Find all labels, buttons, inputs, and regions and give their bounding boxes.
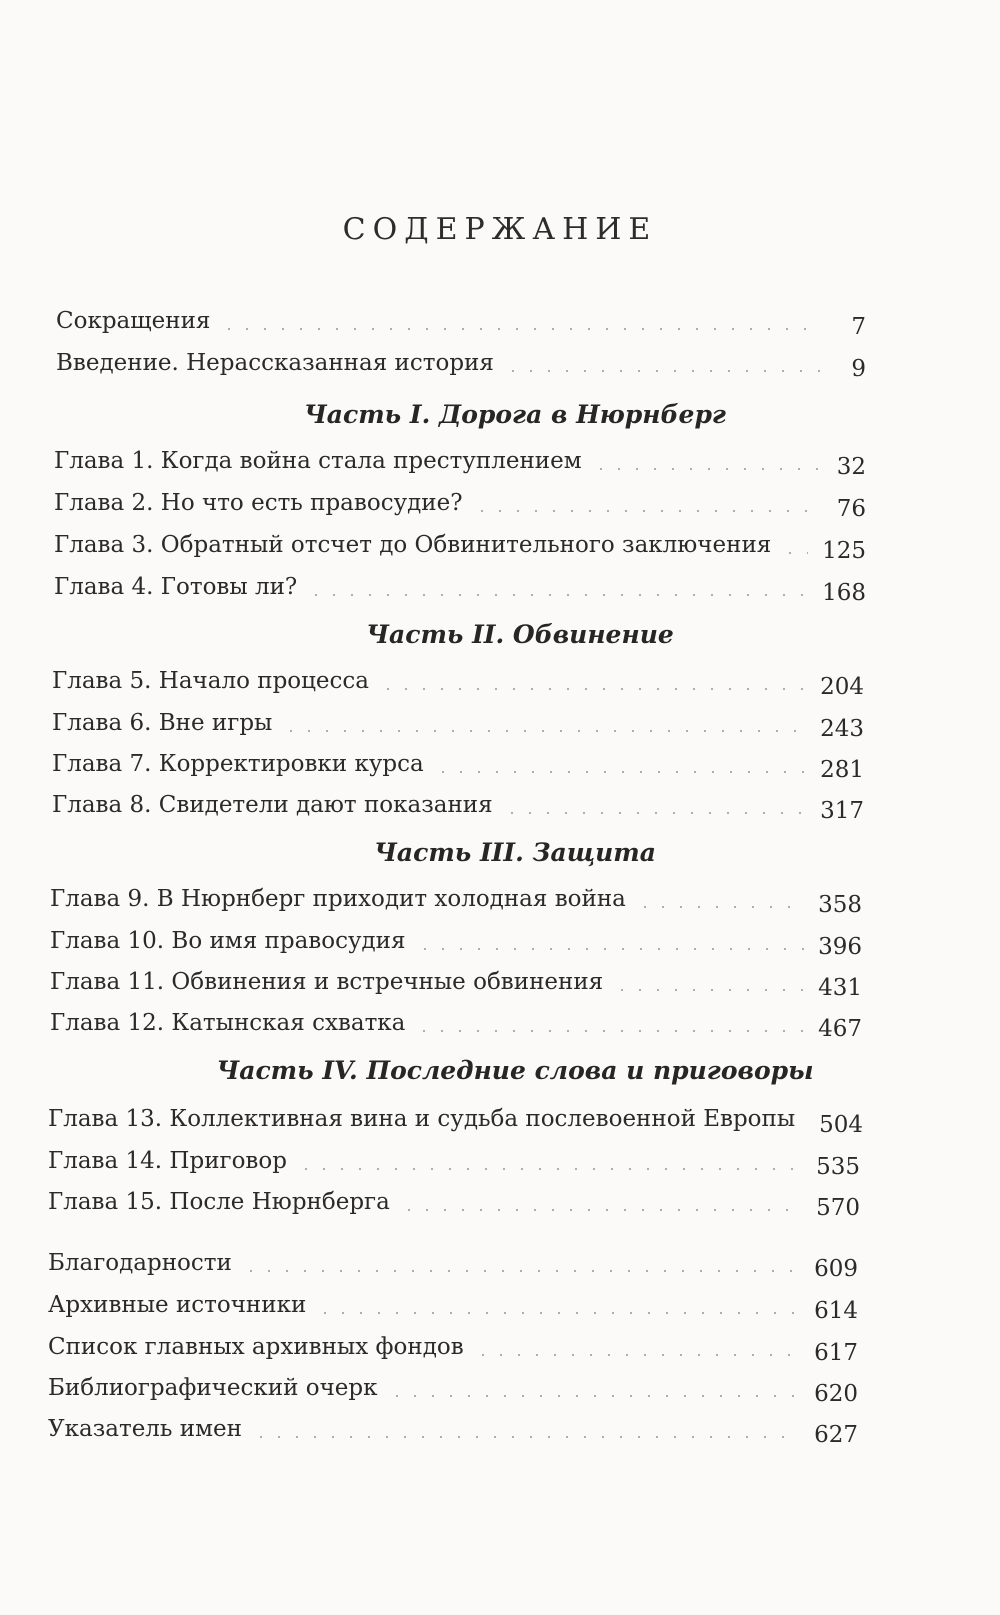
dot-leader	[242, 1270, 800, 1272]
toc-entry-page: 570	[816, 1195, 860, 1221]
dot-leader	[473, 510, 822, 512]
toc-entry-page: 358	[818, 892, 862, 918]
toc-entry-abbreviations[interactable]	[56, 306, 866, 340]
toc-entry-label: Глава 13. Коллективная вина и судьба послевоенной Европы	[48, 1106, 796, 1132]
part-heading-3: Часть III. Защита	[374, 838, 656, 867]
toc-entry-label: Благодарности	[48, 1250, 232, 1276]
toc-entry-page: 317	[820, 798, 864, 824]
dot-leader	[400, 1209, 802, 1211]
dot-leader	[297, 1168, 802, 1170]
toc-entry-chapter-7[interactable]	[52, 749, 864, 783]
dot-leader	[220, 328, 822, 330]
toc-entry-label: Введение. Нерассказанная история	[56, 350, 494, 376]
toc-entry-archival-sources[interactable]	[48, 1290, 858, 1324]
toc-entry-archive-funds[interactable]	[48, 1332, 858, 1366]
toc-entry-label: Глава 4. Готовы ли?	[54, 574, 298, 600]
toc-entry-label: Библиографический очерк	[48, 1375, 378, 1401]
toc-entry-label: Глава 15. После Нюрнберга	[48, 1189, 390, 1215]
toc-entry-page: 535	[816, 1154, 860, 1180]
toc-entry-introduction[interactable]	[56, 348, 866, 382]
dot-leader	[613, 989, 804, 991]
toc-entry-label: Глава 9. В Нюрнберг приходит холодная война	[50, 886, 626, 912]
toc-entry-page: 617	[814, 1340, 858, 1366]
toc-entry-label: Глава 14. Приговор	[48, 1148, 287, 1174]
toc-entry-page: 620	[814, 1381, 858, 1407]
toc-entry-name-index[interactable]	[48, 1414, 858, 1448]
toc-entry-page: 32	[836, 454, 866, 480]
toc-entry-page: 467	[818, 1016, 862, 1042]
toc-entry-page: 9	[851, 356, 866, 382]
toc-entry-label: Глава 11. Обвинения и встречные обвинения	[50, 969, 604, 995]
toc-entry-chapter-3[interactable]	[54, 530, 866, 564]
dot-leader	[503, 812, 806, 814]
toc-entry-page: 168	[822, 580, 866, 606]
toc-entry-label: Глава 1. Когда война стала преступлением	[54, 448, 582, 474]
toc-entry-page: 431	[818, 975, 862, 1001]
part-heading-1: Часть I. Дорога в Нюрнберг	[303, 400, 726, 429]
dot-leader	[379, 688, 806, 690]
toc-entry-chapter-13[interactable]	[48, 1104, 864, 1138]
toc-entry-page: 504	[819, 1112, 864, 1138]
dot-leader	[781, 552, 808, 554]
toc-entry-label: Указатель имен	[48, 1416, 242, 1442]
toc-entry-label: Глава 6. Вне игры	[52, 710, 273, 736]
toc-entry-page: 609	[814, 1256, 858, 1282]
toc-entry-page: 281	[820, 757, 864, 783]
toc-entry-label: Глава 10. Во имя правосудия	[50, 928, 406, 954]
toc-entry-chapter-10[interactable]	[50, 926, 862, 960]
toc-entry-chapter-14[interactable]	[48, 1146, 860, 1180]
toc-entry-chapter-6[interactable]	[52, 708, 864, 742]
toc-entry-page: 627	[814, 1422, 858, 1448]
dot-leader	[307, 594, 808, 596]
toc-entry-chapter-4[interactable]	[54, 572, 866, 606]
toc-entry-bibliographic-essay[interactable]	[48, 1373, 858, 1407]
toc-entry-label: Архивные источники	[48, 1292, 307, 1318]
toc-entry-acknowledgements[interactable]	[48, 1248, 858, 1282]
toc-entry-label: Глава 7. Корректировки курса	[52, 751, 424, 777]
dot-leader	[636, 906, 804, 908]
part-heading-2: Часть II. Обвинение	[366, 620, 674, 649]
toc-entry-label: Глава 8. Свидетели дают показания	[52, 792, 493, 818]
toc-entry-label: Глава 3. Обратный отсчет до Обвинительного заключения	[54, 532, 772, 558]
toc-entry-chapter-9[interactable]	[50, 884, 862, 918]
dot-leader	[592, 468, 822, 470]
toc-entry-chapter-11[interactable]	[50, 967, 862, 1001]
dot-leader	[316, 1312, 800, 1314]
toc-entry-page: 396	[818, 934, 862, 960]
toc-entry-label: Глава 12. Катынская схватка	[50, 1010, 406, 1036]
dot-leader	[504, 370, 822, 372]
toc-entry-page: 7	[851, 314, 866, 340]
dot-leader	[416, 948, 805, 950]
toc-entry-chapter-1[interactable]	[54, 446, 866, 480]
toc-entry-chapter-15[interactable]	[48, 1187, 860, 1221]
toc-entry-page: 243	[820, 716, 864, 742]
toc-entry-page: 76	[836, 496, 866, 522]
toc-entry-label: Сокращения	[56, 308, 211, 334]
toc-entry-page: 125	[822, 538, 866, 564]
dot-leader	[474, 1354, 800, 1356]
toc-entry-label: Список главных архивных фондов	[48, 1334, 464, 1360]
toc-entry-label: Глава 5. Начало процесса	[52, 668, 370, 694]
toc-entry-page: 204	[820, 674, 864, 700]
dot-leader	[252, 1436, 800, 1438]
toc-entry-chapter-5[interactable]	[52, 666, 864, 700]
toc-entry-chapter-8[interactable]	[52, 790, 864, 824]
toc-entry-chapter-12[interactable]	[50, 1008, 862, 1042]
page-title: СОДЕРЖАНИЕ	[342, 212, 658, 247]
dot-leader	[388, 1395, 801, 1397]
toc-entry-chapter-2[interactable]	[54, 488, 866, 522]
toc-entry-label: Глава 2. Но что есть правосудие?	[54, 490, 463, 516]
toc-entry-page: 614	[814, 1298, 858, 1324]
dot-leader	[282, 730, 806, 732]
dot-leader	[434, 771, 806, 773]
part-heading-4: Часть IV. Последние слова и приговоры	[216, 1056, 814, 1085]
dot-leader	[415, 1030, 804, 1032]
